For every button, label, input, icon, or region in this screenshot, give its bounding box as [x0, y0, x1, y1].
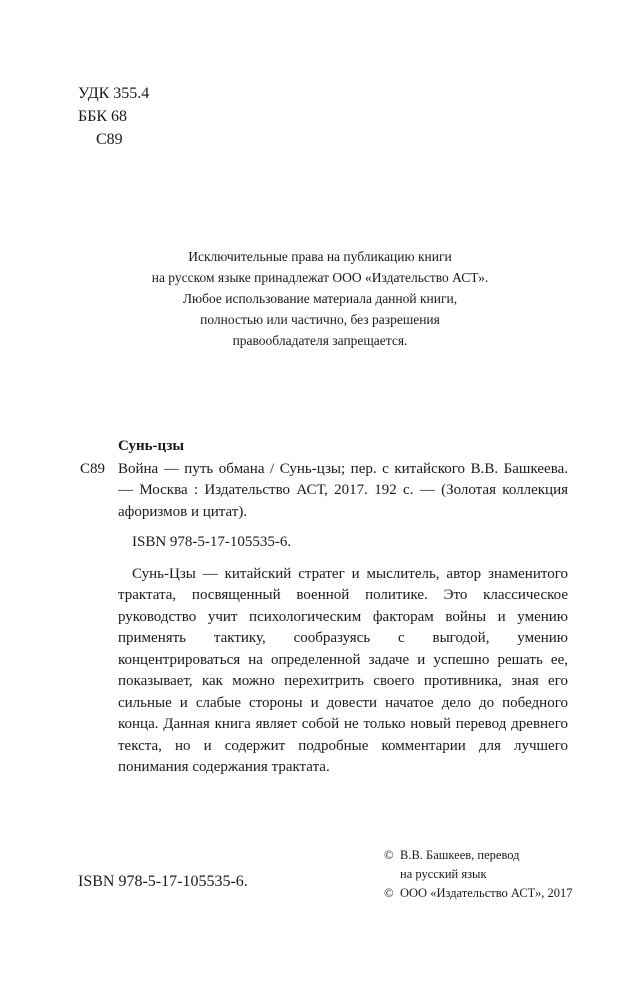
rights-line: правообладателя запрещается.	[232, 333, 408, 348]
copyright-translation-line2: на русский язык	[400, 867, 487, 881]
bibliographic-record	[80, 436, 568, 779]
annotation-paragraph: Сунь-Цзы — китайский стратег и мыслитель, автор знаменитого трактата, посвященный военной политике. Это классическое руководство учит психологическим факторам войны и умению применять тактику, сообразуясь с выгодой, умению концентрироваться на определенной задаче и успешно решать ее, показывает, как можно перехитрить своего противника, зная его сильные и слабые стороны и довести начатое дело до победного конца. Данная книга являет собой не только новый перевод древнего текста, но и содержит подробные комментарии для лучшего понимания содержания трактата.	[118, 565, 568, 775]
copyright-block	[384, 846, 584, 903]
rights-line: Исключительные права на публикацию книги	[188, 249, 452, 264]
copyright-icon: ©	[384, 848, 394, 862]
bibliographic-entry	[80, 459, 568, 524]
rights-notice	[110, 246, 530, 351]
rights-line: Любое использование материала данной книги,	[182, 291, 458, 306]
rights-line: полностью или частично, без разрешения	[200, 312, 440, 327]
footer-isbn: ISBN 978-5-17-105535-6.	[78, 873, 248, 890]
bbk-code: ББК 68	[78, 108, 128, 125]
copyright-publisher-text: ООО «Издательство АСТ», 2017	[400, 886, 573, 900]
entry-isbn: ISBN 978-5-17-105535-6.	[132, 534, 292, 550]
entry-call-number: С89	[80, 460, 106, 477]
udk-code: УДК 355.4	[78, 85, 150, 102]
entry-description: Война — путь обмана / Сунь-цзы; пер. с китайского В.В. Башкеева. — Москва : Издательство АСТ, 2017. 192 с. — (Золотая коллекция афоризмов и цитат).	[118, 460, 568, 520]
classification-block	[78, 82, 149, 151]
rights-line: на русском языке принадлежат ООО «Издательство АСТ».	[151, 270, 489, 285]
author-heading: Сунь-цзы	[118, 438, 185, 454]
copyright-translation-line1: В.В. Башкеев, перевод	[400, 848, 520, 862]
copyright-publisher	[384, 884, 584, 903]
call-number: С89	[96, 131, 123, 148]
copyright-icon: ©	[384, 886, 394, 900]
copyright-translation	[384, 846, 584, 884]
